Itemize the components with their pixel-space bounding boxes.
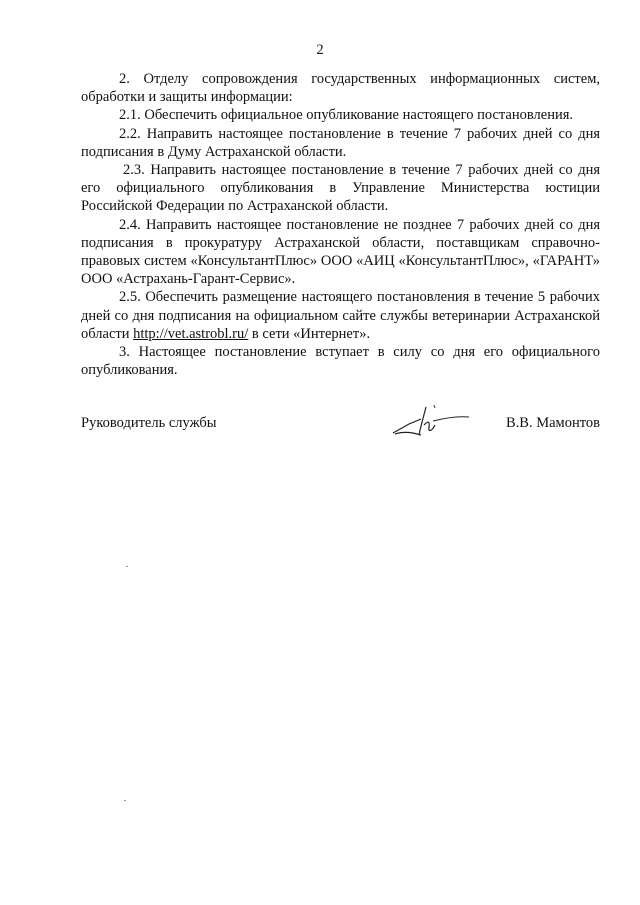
scan-speck — [124, 800, 126, 801]
website-link[interactable]: http://vet.astrobl.ru/ — [133, 325, 249, 342]
paragraph-2 — [81, 70, 600, 106]
paragraph-text: 2.2. Направить настоящее постановление в течение 7 рабочих дней со дня подписания в Думу Астраханской области. — [81, 125, 600, 160]
paragraph-text: в сети «Интернет». — [248, 325, 371, 342]
paragraph-text: 3. Настоящее постановление вступает в силу со дня его официального опубликования. — [81, 344, 600, 379]
scan-speck — [126, 566, 128, 567]
signer-name: В.В. Мамонтов — [506, 415, 600, 431]
paragraph-3 — [81, 343, 600, 379]
paragraph-2-4 — [81, 216, 600, 289]
paragraph-2-5 — [81, 288, 600, 343]
handwritten-signature — [391, 397, 481, 447]
paragraph-text: 2.4. Направить настоящее постановление не позднее 7 рабочих дней со дня подписания в прокуратуру Астраханской области, поставщикам справочно-правовых систем «КонсультантПлюс» ООО «АИЦ «КонсультантПлюс», «ГАРАНТ» ООО «Астрахань-Гарант-Сервис». — [81, 216, 600, 288]
paragraph-2-1 — [81, 106, 600, 124]
document-body — [81, 70, 600, 379]
page-number: 2 — [316, 42, 324, 58]
paragraph-text: 2.5. Обеспечить размещение настоящего постановления в течение 5 рабочих дней со дня подписания на официальном сайте службы ветеринарии Астраханской области — [81, 289, 600, 342]
paragraph-2-2 — [81, 125, 600, 161]
signature-block — [81, 415, 600, 439]
paragraph-text: 2. Отделу сопровождения государственных информационных систем, обработки и защиты информации: — [81, 71, 600, 106]
paragraph-text: 2.1. Обеспечить официальное опубликование настоящего постановления. — [119, 107, 574, 124]
signer-title: Руководитель службы — [81, 415, 217, 431]
paragraph-2-3 — [81, 161, 600, 216]
paragraph-text: 2.3. Направить настоящее постановление в течение 7 рабочих дней со дня его официального опубликования в Управление Министерства юстиции Российской Федерации по Астраханской области. — [81, 162, 600, 215]
